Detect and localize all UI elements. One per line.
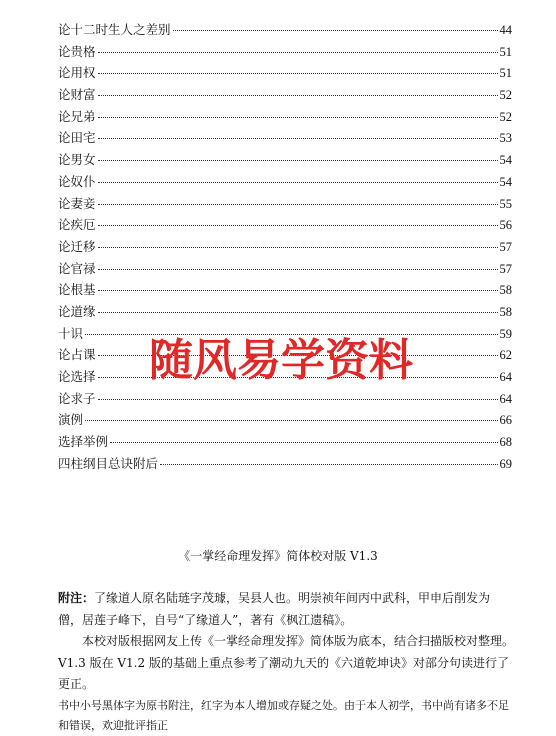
toc-entry-title: 论疾厄 bbox=[58, 217, 96, 233]
toc-entry-page: 64 bbox=[499, 370, 512, 384]
toc-entry-page: 51 bbox=[499, 66, 512, 81]
toc-entry[interactable] bbox=[58, 171, 512, 193]
toc-entry-title: 论用权 bbox=[58, 65, 96, 81]
toc-entry[interactable] bbox=[58, 388, 512, 410]
toc-entry[interactable] bbox=[58, 41, 512, 63]
toc-entry-title: 四柱纲目总诀附后 bbox=[58, 455, 159, 471]
toc-entry-page: 57 bbox=[499, 239, 512, 254]
table-of-contents bbox=[58, 19, 512, 474]
toc-entry-page: 53 bbox=[499, 131, 512, 146]
toc-entry-title: 论男女 bbox=[58, 152, 96, 168]
toc-entry-page: 52 bbox=[499, 88, 512, 103]
note-paragraph-1 bbox=[58, 588, 514, 631]
toc-leader-dots bbox=[98, 117, 498, 118]
note-text-1: 了缘道人原名陆琏字茂璩，吴县人也。明崇祯年间丙中武科，甲申后削发为僧，居莲子峰下，自号“了缘道人”，著有《枫江遗稿》。 bbox=[58, 591, 491, 627]
toc-leader-dots bbox=[98, 182, 498, 183]
toc-entry-title: 演例 bbox=[58, 412, 84, 428]
toc-entry[interactable] bbox=[58, 409, 512, 431]
toc-entry-page: 59 bbox=[499, 326, 512, 341]
toc-entry-page: 69 bbox=[499, 456, 512, 471]
toc-entry-page: 52 bbox=[499, 109, 512, 124]
toc-entry[interactable] bbox=[58, 106, 512, 128]
toc-entry[interactable] bbox=[58, 236, 512, 258]
toc-entry-page: 66 bbox=[499, 413, 512, 428]
toc-entry-page: 56 bbox=[499, 218, 512, 233]
toc-entry[interactable] bbox=[58, 62, 512, 84]
toc-entry-title: 论妻妾 bbox=[58, 195, 96, 211]
notes-section bbox=[58, 588, 514, 736]
toc-entry[interactable] bbox=[58, 453, 512, 475]
toc-leader-dots bbox=[173, 30, 498, 31]
toc-leader-dots bbox=[85, 420, 497, 421]
toc-entry-title: 选择举例 bbox=[58, 434, 109, 450]
toc-entry-page: 51 bbox=[499, 44, 512, 59]
toc-entry-page: 54 bbox=[499, 153, 512, 168]
toc-entry-title: 论选择 bbox=[58, 369, 96, 384]
toc-entry-page: 58 bbox=[499, 304, 512, 319]
toc-leader-dots bbox=[98, 290, 498, 291]
toc-entry[interactable] bbox=[58, 279, 512, 301]
toc-entry[interactable] bbox=[58, 193, 512, 215]
toc-entry[interactable] bbox=[58, 127, 512, 149]
toc-entry-title: 论根基 bbox=[58, 282, 96, 298]
toc-entry-title: 论财富 bbox=[58, 87, 96, 103]
toc-leader-dots bbox=[98, 138, 498, 139]
toc-leader-dots bbox=[98, 160, 498, 161]
toc-leader-dots bbox=[98, 204, 498, 205]
toc-entry-page: 54 bbox=[499, 174, 512, 189]
note-paragraph-2: 本校对版根据网友上传《一掌经命理发挥》简体版为底本，结合扫描版校对整理。V1.3 版在 V1.2 版的基础上重点参考了潮动九天的《六道乾坤诀》对部分句读进行了更正。 bbox=[58, 634, 515, 691]
toc-leader-dots bbox=[98, 399, 498, 400]
toc-entry[interactable] bbox=[58, 214, 512, 236]
toc-entry[interactable] bbox=[58, 258, 512, 280]
toc-entry-page: 64 bbox=[499, 391, 512, 406]
toc-leader-dots bbox=[98, 247, 498, 248]
toc-entry-title: 十识 bbox=[58, 325, 84, 341]
toc-entry-page: 44 bbox=[499, 23, 512, 37]
toc-entry[interactable] bbox=[58, 431, 512, 453]
toc-entry-page: 55 bbox=[499, 196, 512, 211]
toc-leader-dots bbox=[98, 225, 498, 226]
toc-entry-title: 论迁移 bbox=[58, 238, 96, 254]
toc-entry-title: 论求子 bbox=[58, 390, 96, 406]
toc-leader-dots bbox=[160, 464, 497, 465]
toc-entry-title: 论兄弟 bbox=[58, 108, 96, 124]
toc-entry-title: 论占课 bbox=[58, 347, 96, 363]
toc-entry-title: 论十二时生人之差别 bbox=[58, 22, 171, 37]
toc-entry[interactable] bbox=[58, 84, 512, 106]
toc-entry[interactable] bbox=[58, 301, 512, 323]
toc-entry[interactable] bbox=[58, 149, 512, 171]
toc-entry-title: 论奴仆 bbox=[58, 173, 96, 189]
toc-leader-dots bbox=[98, 269, 498, 270]
note-label: 附注： bbox=[58, 591, 95, 605]
toc-leader-dots bbox=[98, 52, 498, 53]
toc-entry-page: 58 bbox=[499, 283, 512, 298]
version-line: 《一掌经命理发挥》简体校对版 V1.3 bbox=[178, 549, 378, 563]
toc-entry[interactable] bbox=[58, 19, 512, 41]
toc-leader-dots bbox=[98, 95, 498, 96]
toc-entry-page: 68 bbox=[499, 435, 512, 450]
toc-entry-title: 论田宅 bbox=[58, 130, 96, 146]
toc-entry-title: 论贵格 bbox=[58, 43, 96, 59]
note-paragraph-3: 书中小号黑体字为原书附注，红字为本人增加或存疑之处。由于本人初学，书中尚有诸多不足和错误，欢迎批评指正 bbox=[58, 698, 509, 732]
toc-leader-dots bbox=[98, 73, 498, 74]
toc-entry-page: 57 bbox=[499, 261, 512, 276]
toc-leader-dots bbox=[110, 442, 497, 443]
toc-entry-title: 论道缘 bbox=[58, 303, 96, 319]
watermark: 随风易学资料 bbox=[149, 335, 413, 386]
toc-leader-dots bbox=[98, 312, 498, 313]
toc-entry-title: 论官禄 bbox=[58, 260, 96, 276]
toc-entry-page: 62 bbox=[499, 348, 512, 363]
